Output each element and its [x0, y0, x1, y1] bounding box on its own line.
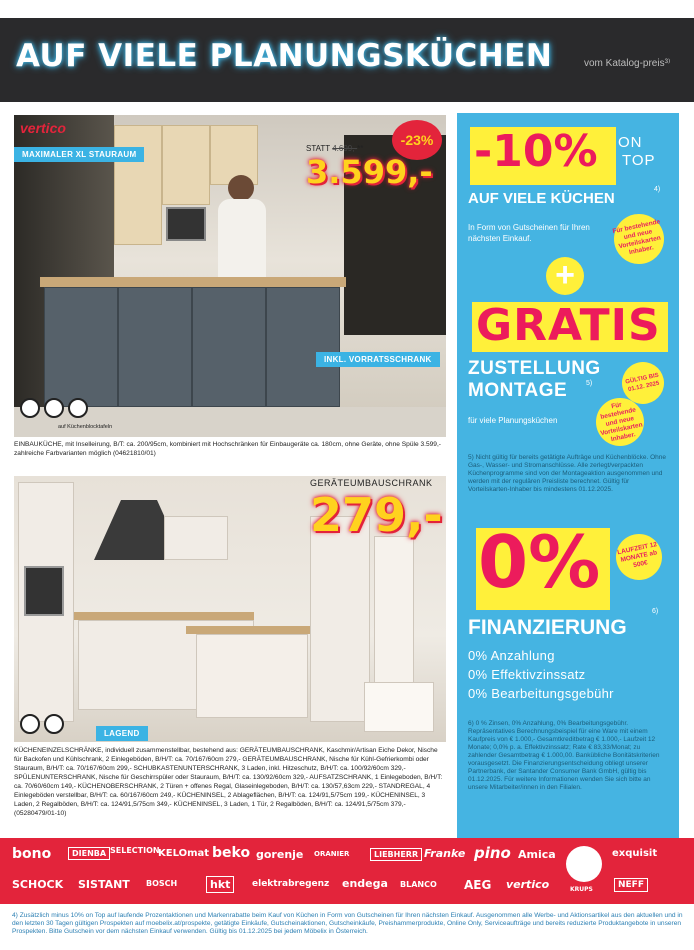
brand-dienba: DIENBA: [68, 847, 110, 860]
statt-label: STATT: [306, 144, 330, 153]
gratis-text: GRATIS: [476, 300, 661, 351]
offer2-price: 279,-: [310, 488, 443, 542]
tag-lagernd: LAGEND: [96, 726, 148, 741]
line-anzahlung: 0% Anzahlung: [468, 648, 555, 663]
assembly-icon: [20, 714, 40, 734]
brand-hkt: hkt: [206, 876, 234, 893]
sticker-date: GÜLTIG BIS 01.12. 2025: [618, 358, 668, 408]
brand-amica: Amica: [518, 848, 556, 861]
statt-value: 4.699,-: [332, 144, 358, 153]
brand-krups: KRUPS: [570, 886, 593, 893]
feature-icons: [20, 398, 88, 418]
finanzierung-text: FINANZIERUNG: [468, 616, 627, 639]
tag-vorratsschrank: INKL. VORRATSSCHRANK: [316, 352, 440, 367]
sticker-laufzeit: LAUFZEIT 12 MONATE ab 500€: [612, 530, 667, 585]
footnote-text: 4) Zusätzlich minus 10% on Top auf laufende Prozentaktionen und Markenrabatte beim Kauf von Küchen in Form von Gutscheinen für Ihren nächsten Einkauf. Ausgenommen alle Werbe- und Aktionsartikel aus den aktuellen und in den letzten 30 Tagen gültigen Prospekten auf moebelix.at/prospekte, getätigte Einkäufe, Gutscheinaktionen, Gutscheinkäufe, Preishammerprodukte, Online Only, Serviceaufträge und bereits reduzierte Produktangebote in unseren Prospekten. Bitte Gutschein vor dem nächsten Einkauf verwenden. Gültig bis 01.12.2025 bei jedem Möbelix in Österreich.: [12, 912, 683, 935]
zero-percent: 0%: [478, 520, 601, 604]
brand-krups-circle: [566, 846, 602, 882]
brand-bar: [0, 838, 694, 904]
banner-title: AUF VIELE PLANUNGSKÜCHEN: [16, 38, 553, 74]
brand-oranier: ORANIER: [314, 850, 350, 858]
headline-kuechen: AUF VIELE KÜCHEN: [468, 190, 615, 207]
offer1-caption: EINBAUKÜCHE, mit Inselleirung, B/T: ca. 200/95cm, kombiniert mit Hochschränken für Einbaugeräte ca. 180cm, ohne Geräte, ohne Spüle 3.599,- zahlreiche Farbvarianten möglich (04621810/01): [14, 441, 441, 457]
fine-print-finanzierung: 6) 0 % Zinsen, 0% Anzahlung, 0% Bearbeitungsgebühr. Repräsentatives Berechnungsbeispiel für eine Ware mit einem Kaufpreis von € 1.000,- Gesamtkreditbetrag € 1.000,- Laufzeit 12 Monate; 0,0% p. a. Effektivzinssatz; Rate € 83,33/Monat; zu zahlender Gesamtbetrag € 1.000,00. Bankübliche Bonitätskriterien vorausgesetzt. Die Finanzierungsentscheidung obliegt unserer Partnerbank, der Santander Consumer Bank GmbH, gültig bis 01.12.2025. Für weitere Informationen wenden Sie sich bitte an unsere Mitarbeiter/innen in den Filialen.: [468, 720, 660, 791]
on-label: ON: [618, 134, 643, 151]
vertico-logo: vertico: [20, 120, 66, 136]
quality-seal-icon: [68, 398, 88, 418]
upper-cabinet: [162, 125, 210, 205]
brand-gorenje: gorenje: [256, 848, 304, 861]
tag-geraeteumbauschrank: GERÄTEUMBAUSCHRANK: [310, 478, 433, 488]
top-label: TOP: [622, 152, 656, 169]
sticker-vorteilskarte-2: Für bestehende und neue Vorteilskarten Inhaber.: [592, 394, 649, 451]
quality-seal-icon: [44, 714, 64, 734]
brand-aeg: AEG: [464, 878, 492, 892]
sub-gutscheine: In Form von Gutscheinen für Ihren nächsten Einkauf.: [468, 223, 590, 243]
line-effektivzins: 0% Effektivzinssatz: [468, 667, 586, 682]
tall-cabinet-2: [310, 516, 370, 722]
person-head: [228, 175, 254, 201]
brand-elektrabregenz: elektrabregenz: [252, 879, 330, 889]
tall-cabinet: [114, 125, 162, 245]
wall-cabinet: [164, 516, 228, 560]
promo-discount: -10%: [474, 126, 598, 177]
person-body: [218, 199, 266, 279]
brand-blanco: BLANCO: [400, 880, 437, 889]
brand-schock: SCHOCK: [12, 878, 64, 891]
brand-vertico: vertico: [506, 878, 550, 891]
line-bearbeitung: 0% Bearbeitungsgebühr: [468, 686, 614, 701]
brand-sistant: SISTANT: [78, 878, 130, 891]
discount-badge: -23%: [392, 120, 442, 160]
footnote-ref-5: 5): [586, 380, 593, 387]
sub-planungskuechen: für viele Planungsküchen: [468, 416, 558, 425]
no-tools-icon: [20, 398, 40, 418]
offer2-caption: KÜCHENEINZELSCHRÄNKE, individuell zusammenstellbar, bestehend aus: GERÄTEUMBAUSCHRANK, Kaschmir/Artisan Eiche Dekor, Nische für Backofen und Kühlschrank, 2 Einlegeböden, B/H/T: ca. 70/167/60cm 279,- GERÄTEUMBAUSCHRANK, Nische für Kühl-Gefrierkombi oder Stauraum, B/H/T: ca. 70/167/60cm 299,- SCHUBKASTENUNTERSCHRANK, 3 Laden, inkl. Hitzeschutz, B/H/T: ca. 100/92/60cm 329,- SPÜLENUNTERSCHRANK, Nische für Geschirrspüler oder Stauraum, B/H/T: ca. 130/92/60cm 329,- AUFSATZSCHRANK, 1 Einlegeboden, B/H/T: ca. 70/60/60cm 149,- KÜCHENOBERSCHRANK, 2 Türen + offenes Regal, Glaseinlegeboden, B/H/T: ca. 130/57,63cm 229,- STANDREGAL, 4 Einlegeböden verstellbar, B/H/T: ca. 60/167/60cm 249,- KÜCHENINSEL, 2 Ablageflächen, B/H/T: ca. 124/91,5/75cm 199,- KÜCHENINSEL, 3 Laden, 2 Regalböden, B/H/T: ca. 124/91,5/75cm 349,- KÜCHENINSEL, 3 Laden, 1 Tür, 2 Regalböden, B/H/T: ca. 124/91,5/75cm 379,- (05280479/01-10): [14, 747, 443, 817]
tag-stauraum: MAXIMALER XL STAURAUM: [14, 147, 144, 162]
brand-bono: bono: [12, 846, 52, 862]
plus-icon: +: [546, 257, 584, 295]
assembly-icon: [44, 398, 64, 418]
worktop: [40, 277, 346, 287]
sticker-vorteilskarte-1: Für bestehende und neue Vorteilskarten Inhaber.: [609, 209, 668, 268]
brand-bosch: BOSCH: [146, 879, 178, 888]
banner-note: vom Katalog-preis³⁾: [584, 58, 671, 69]
brand-selection: SELECTION: [110, 846, 160, 855]
statt-suffix: **: [357, 144, 364, 153]
brand-endega: endega: [342, 877, 388, 890]
statt-price: [306, 144, 363, 153]
oven: [166, 207, 206, 241]
zustellung-text: ZUSTELLUNG: [468, 358, 601, 379]
brand-liebherr: LIEBHERR: [370, 848, 422, 861]
brand-neff: NEFF: [614, 878, 648, 892]
small-island: [364, 682, 434, 732]
brand-kelomat: KELOmat: [158, 848, 210, 859]
base-cabinet: [266, 287, 340, 407]
footnote-ref-6: 6): [652, 608, 659, 615]
base-cabinet: [118, 287, 192, 407]
island-top: [186, 626, 316, 634]
brand-beko: beko: [212, 845, 251, 861]
brand-exquisit: exquisit: [612, 848, 658, 859]
oven-2: [24, 566, 64, 616]
worktop-2: [74, 612, 254, 620]
icons-label: auf Küchenblocktafeln: [58, 424, 113, 430]
offer1-price: 3.599,-: [306, 153, 433, 191]
montage-text: MONTAGE: [468, 380, 568, 401]
island: [196, 634, 308, 718]
brand-franke: Franke: [424, 847, 466, 860]
fine-print-montage: 5) Nicht gültig für bereits getätigte Aufträge und Küchenblöcke. Ohne Gas-, Wasser- und Stromanschlüsse. Alle zerlegt/verpackten Küchenprogramme sind von der Montageaktion ausgenommen und werden mit der regulären Preisliste berechnet. Gültig für Vorteilskarten-Inhaber bis mindestens 01.12.2025.: [468, 454, 667, 493]
top-banner: [0, 18, 694, 102]
brand-pino: pino: [474, 844, 511, 862]
feature-icons-2: [20, 714, 64, 734]
base-cabinet: [44, 287, 118, 407]
footnote-ref-4: 4): [654, 186, 661, 193]
base-cabinet: [192, 287, 266, 407]
